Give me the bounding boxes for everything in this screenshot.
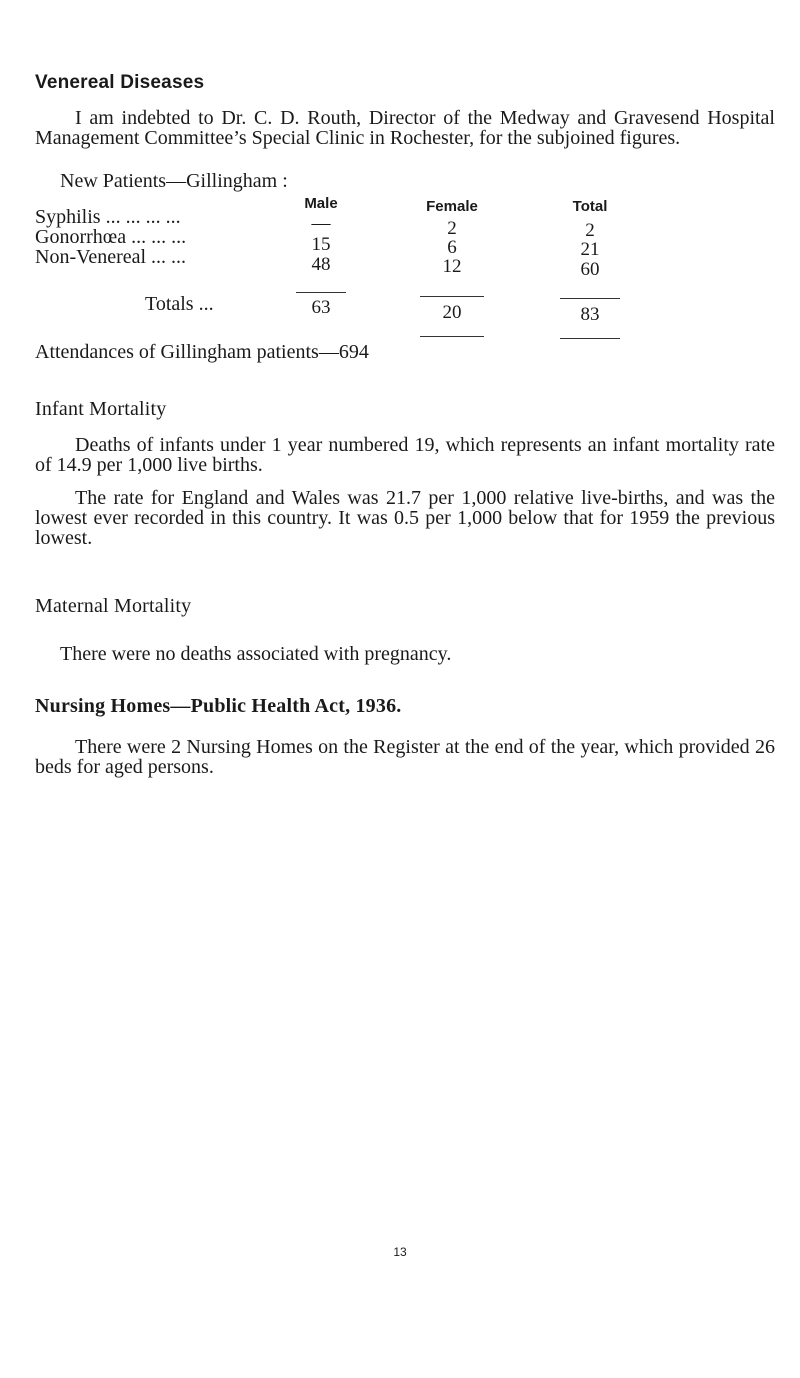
row-label-syphilis: Syphilis ... ... ... ... [35,206,181,228]
venereal-intro-text: I am indebted to Dr. C. D. Routh, Director of the Medway and Gravesend Hospital Management Committee’s Special Clinic in Rochester, for the subjoined figures. [35,107,775,149]
column-header-total: Total [572,198,608,215]
venereal-intro-paragraph [35,108,775,148]
female-total-rule [420,336,484,337]
cell-gonorrhoea-male: 15 [311,234,331,255]
new-patients-label: New Patients—Gillingham : [60,170,288,192]
cell-non-venereal-female: 12 [442,256,462,277]
cell-syphilis-female: 2 [447,218,457,239]
column-header-female: Female [426,198,478,215]
cell-totals-male: 63 [311,297,331,318]
cell-non-venereal-male: 48 [311,254,331,275]
infant-mortality-paragraph-1 [35,435,775,475]
venereal-diseases-heading: Venereal Diseases [35,72,205,93]
total-subtotal-rule [560,298,620,299]
infant-mortality-heading: Infant Mortality [35,398,167,420]
attendances-line: Attendances of Gillingham patients—694 [35,341,369,363]
nursing-homes-paragraph [35,737,775,777]
cell-non-venereal-total: 60 [580,259,600,280]
row-label-non-venereal: Non-Venereal ... ... [35,246,187,268]
column-header-male: Male [304,195,338,212]
infant-mortality-paragraph-2 [35,488,775,548]
infant-mortality-text-2: The rate for England and Wales was 21.7 per 1,000 relative live-births, and was the lowest ever recorded in this country. It was 0.5 per 1,000 below that for 1959 the previous lowest. [35,487,775,549]
cell-syphilis-total: 2 [585,220,595,241]
cell-gonorrhoea-total: 21 [580,239,600,260]
row-label-gonorrhoea: Gonorrhœa ... ... ... [35,226,187,248]
cell-gonorrhoea-female: 6 [447,237,457,258]
female-subtotal-rule [420,296,484,297]
total-total-rule [560,338,620,339]
infant-mortality-text-1: Deaths of infants under 1 year numbered 19, which represents an infant mortality rate of 14.9 per 1,000 live births. [35,434,775,476]
nursing-homes-text: There were 2 Nursing Homes on the Register at the end of the year, which provided 26 beds for aged persons. [35,736,775,778]
cell-syphilis-male: — [311,213,331,234]
row-label-totals: Totals ... [145,293,214,315]
cell-totals-total: 83 [580,304,600,325]
nursing-homes-heading: Nursing Homes—Public Health Act, 1936. [35,695,402,717]
maternal-mortality-text: There were no deaths associated with pregnancy. [60,643,452,665]
page-number: 13 [393,1245,407,1259]
cell-totals-female: 20 [442,302,462,323]
male-subtotal-rule [296,292,346,293]
maternal-mortality-heading: Maternal Mortality [35,595,192,617]
